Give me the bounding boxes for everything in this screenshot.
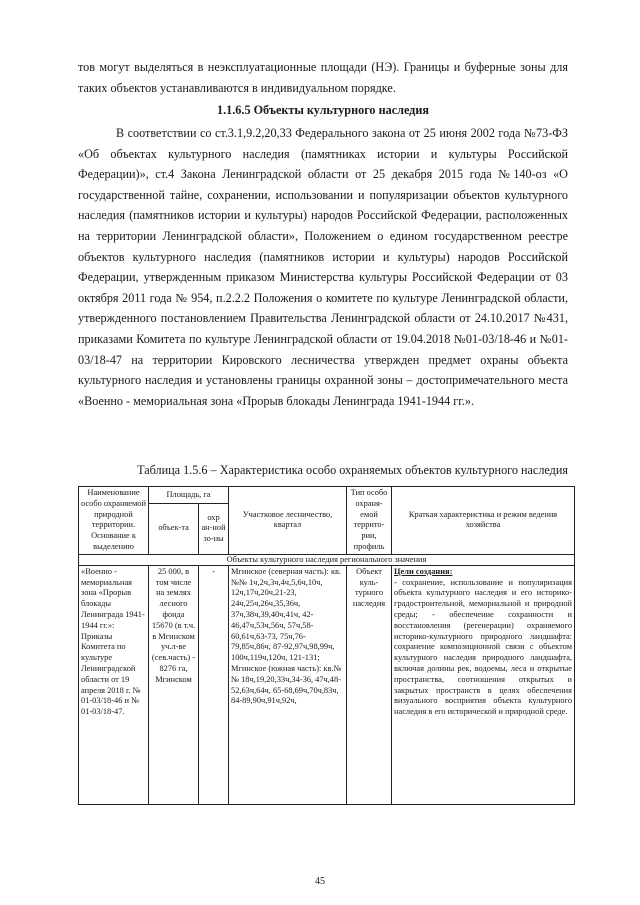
header-type: Тип особо охраня-емой террито-рии, профиль <box>347 487 392 555</box>
cell-name: «Военно - мемориальная зона «Прорыв блокады Ленинграда 1941-1944 гг.»: Приказы Комитета по культуре Ленинградской области от 19 апреля 2018 г. № 01-03/18-46 и № 01-03/18-47. <box>79 565 149 804</box>
header-area-group: Площадь, га <box>149 487 229 504</box>
header-name: Наименование особо охраняемой природной территории. Основание к выделению <box>79 487 149 555</box>
header-description: Краткая характеристика и режим ведения хозяйства <box>392 487 575 555</box>
header-area-objects: объек-та <box>149 503 199 554</box>
intro-paragraph: тов могут выделяться в неэксплуатационные площади (НЭ). Границы и буферные зоны для таких объектов устанавливаются в индивидуальном порядке. <box>78 60 568 95</box>
main-paragraph: В соответствии со ст.3.1,9.2,20,33 Федерального закона от 25 июня 2002 года №73-ФЗ «Об объектах культурного наследия (памятниках истории и культуры Российской Федерации)», ст.4 Закона Ленинградской области от 25 декабря 2015 года №140-оз «О государственной тайне, сохранении, использовании и популяризации объектов культурного наследия (памятников истории и культуры) народов Российской Федерации, расположенных на территории Ленинградской области», Положением о едином государственном реестре объектов культурного наследия (памятников истории и культуры) народов Российской Федерации, утвержденным приказом Министерства культуры Российской Федерации от 03 октября 2011 года № 954, п.2.2.2 Положения о комитете по культуре Ленинградской области, утвержденного постановлением Правительства Ленинградской области от 24.10.2017 №431, приказами Комитета по культуре Ленинградской области от 19.04.2018 №01-03/18-46 и №01-03/18-47 на территории Кировского лесничества утвержден предмет охраны объекта культурного наследия и установлены границы охранной зоны – достопримечательного места «Военно - мемориальная зона «Прорыв блокады Ленинграда 1941-1944 гг.». <box>78 126 568 408</box>
section-heading: 1.1.6.5 Объекты культурного наследия <box>217 103 429 117</box>
goals-label: Цели создания: <box>394 566 453 576</box>
header-forestry: Участковое лесничество, квартал <box>229 487 347 555</box>
table-section-row <box>79 554 575 565</box>
page-number: 45 <box>315 876 325 887</box>
table-row <box>79 565 575 804</box>
cell-type: Объект куль-турного наследия <box>347 565 392 804</box>
cell-area-protected: - <box>199 565 229 804</box>
section-label: Объекты культурного наследия регионального значения <box>79 554 575 565</box>
cell-area-objects: 25 000, в том числе на землях лесного фонда 15670 (в т.ч. в Мгинском уч.л-ве (сев.часть) - 8276 га, Мгинском <box>149 565 199 804</box>
cell-forestry: Мгинское (северная часть): кв.№№ 1ч,2ч,3ч,4ч,5,6ч,10ч, 12ч,17ч,20ч,21-23, 24ч,25ч,26ч,35,36ч, 37ч,38ч,39,40ч,41ч, 42-46,47ч,53ч,56ч, 57ч,58-60,61ч,63-73, 75ч,76-79,85ч,86ч, 87-92,97ч,98,99ч, 100ч,119ч,120ч, 121-131; Мгинское (южная часть): кв.№№ 18ч,19,20,33ч,34-36, 47ч,48-52,63ч,64ч, 65-68,69ч,70ч,83ч, 84-89,90ч,91ч,92ч, <box>229 565 347 804</box>
description-text: - сохранение, использование и популяризация объекта культурного наследия и его историко-градостроительной, мемориальной и природной среды; - обеспечение сохранности и восстановления (регенерации) охраняемого историко-культурного природного ландшафта: сохранение композиционной связи с объектом культурного наследия природного ландшафта, включая долины рек, водоемы, леса и открытые пространства, соотношения открытых и закрытых пространств в целях обеспечения визуального восприятия объекта культурного наследия в его исторической и природной среде. <box>394 577 573 717</box>
header-area-protected: охр ан-ной зо-ны <box>199 503 229 554</box>
cell-description <box>392 565 575 804</box>
table-caption: Таблица 1.5.6 – Характеристика особо охраняемых объектов культурного наследия <box>137 463 568 477</box>
heritage-objects-table <box>78 486 575 805</box>
